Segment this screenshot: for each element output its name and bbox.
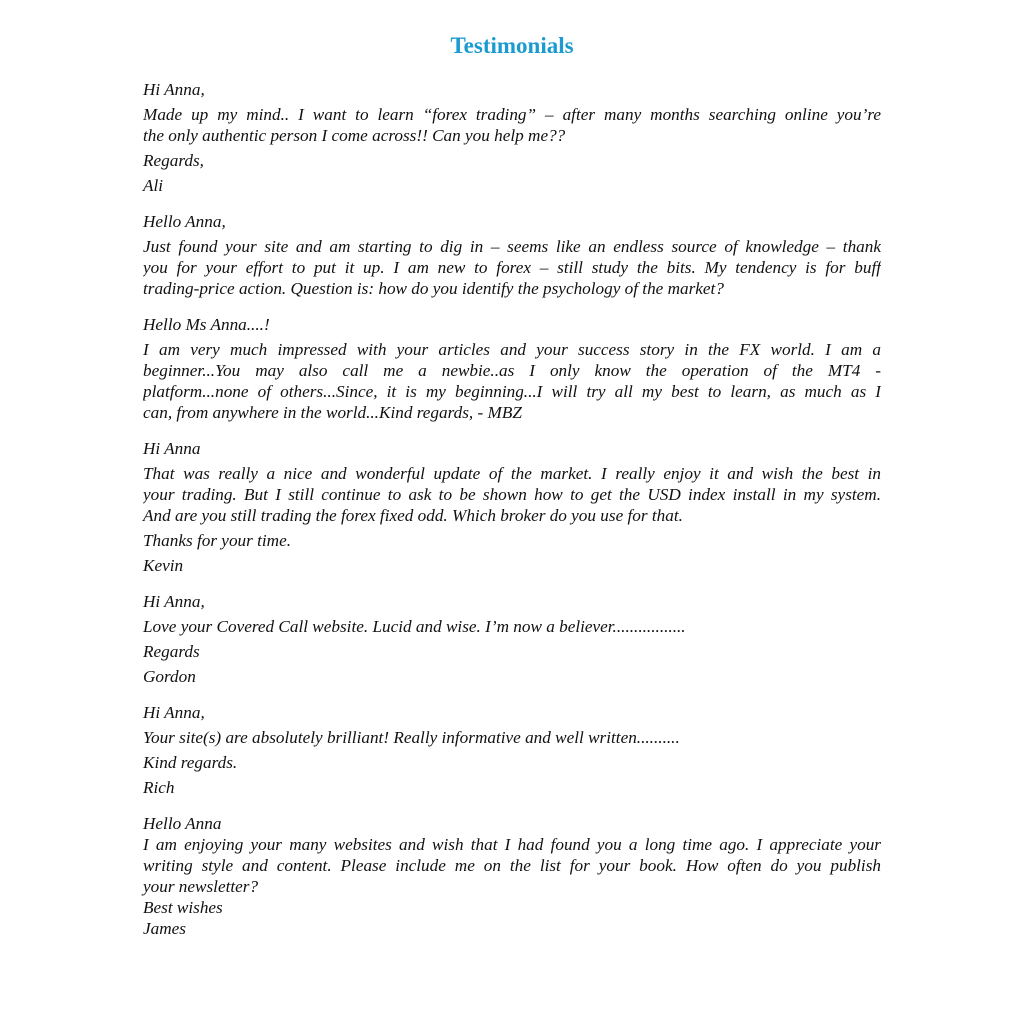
text-line: And are you still trading the forex fixed odd. Which broker do you use for that.: [143, 506, 683, 525]
text-line: I am very much impressed with your articles and your success story in the FX world. I am a: [143, 340, 881, 359]
text-line: your newsletter?: [143, 877, 259, 896]
testimonial-paragraph: [143, 918, 881, 939]
testimonial-paragraph: [143, 339, 881, 423]
text-line: Just found your site and am starting to dig in – seems like an endless source of knowledge – thank: [143, 237, 881, 256]
text-line: Ali: [143, 176, 164, 195]
text-line: you for your effort to put it up. I am new to forex – still study the bits. My tendency is for buff: [143, 258, 881, 277]
text-line: the only authentic person I come across!! Can you help me??: [143, 126, 566, 145]
text-line: Hi Anna,: [143, 592, 205, 611]
testimonial-greeting: [143, 813, 881, 834]
text-line: Best wishes: [143, 898, 223, 917]
text-line: can, from anywhere in the world...Kind regards, - MBZ: [143, 403, 522, 422]
text-line: beginner...You may also call me a newbie..as I only know the operation of the MT4 -: [143, 361, 881, 380]
testimonial: [143, 702, 881, 798]
testimonial-paragraph: [143, 641, 881, 662]
testimonial-paragraph: [143, 616, 881, 637]
text-line: platform...none of others...Since, it is my beginning...I will try all my best to learn, as much as I: [143, 382, 881, 401]
testimonial: [143, 79, 881, 196]
text-line: Hi Anna,: [143, 703, 205, 722]
testimonial-greeting: [143, 79, 881, 100]
testimonial-paragraph: [143, 555, 881, 576]
testimonial-greeting: [143, 702, 881, 723]
testimonial-paragraph: [143, 777, 881, 798]
page-title: Testimonials: [450, 33, 574, 58]
testimonial-greeting: [143, 314, 881, 335]
testimonial-greeting: [143, 438, 881, 459]
text-line: Kevin: [143, 556, 184, 575]
text-line: Regards: [143, 642, 200, 661]
text-line: I am enjoying your many websites and wish that I had found you a long time ago. I appreciate your: [143, 835, 881, 854]
testimonial-paragraph: [143, 236, 881, 299]
testimonial: [143, 813, 881, 939]
text-line: Made up my mind.. I want to learn “forex trading” – after many months searching online you’re: [143, 105, 881, 124]
text-line: Hi Anna: [143, 439, 201, 458]
text-line: your trading. But I still continue to ask to be shown how to get the USD index install in my system.: [143, 485, 881, 504]
text-line: Hello Ms Anna....!: [143, 315, 270, 334]
testimonial-paragraph: [143, 104, 881, 146]
testimonial: [143, 314, 881, 423]
testimonial-greeting: [143, 211, 881, 232]
testimonial: [143, 438, 881, 576]
text-line: Rich: [143, 778, 175, 797]
text-line: That was really a nice and wonderful update of the market. I really enjoy it and wish the best in: [143, 464, 881, 483]
testimonial: [143, 591, 881, 687]
testimonials-list: [143, 79, 881, 954]
text-line: Love your Covered Call website. Lucid and wise. I’m now a believer.................: [143, 617, 686, 636]
text-line: Kind regards.: [143, 753, 238, 772]
testimonial-paragraph: [143, 530, 881, 551]
testimonial: [143, 211, 881, 299]
text-line: Hello Anna,: [143, 212, 226, 231]
testimonial-paragraph: [143, 834, 881, 897]
text-line: Regards,: [143, 151, 204, 170]
text-line: Gordon: [143, 667, 196, 686]
text-line: writing style and content. Please include me on the list for your book. How often do you publish: [143, 856, 881, 875]
testimonial-paragraph: [143, 175, 881, 196]
testimonial-paragraph: [143, 752, 881, 773]
text-line: Hi Anna,: [143, 80, 205, 99]
testimonial-paragraph: [143, 897, 881, 918]
testimonial-paragraph: [143, 666, 881, 687]
testimonial-paragraph: [143, 727, 881, 748]
text-line: Your site(s) are absolutely brilliant! Really informative and well written..........: [143, 728, 680, 747]
testimonial-greeting: [143, 591, 881, 612]
text-line: Thanks for your time.: [143, 531, 291, 550]
testimonial-paragraph: [143, 463, 881, 526]
text-line: Hello Anna: [143, 814, 222, 833]
text-line: trading-price action. Question is: how do you identify the psychology of the market?: [143, 279, 724, 298]
text-line: James: [143, 919, 186, 938]
testimonial-paragraph: [143, 150, 881, 171]
